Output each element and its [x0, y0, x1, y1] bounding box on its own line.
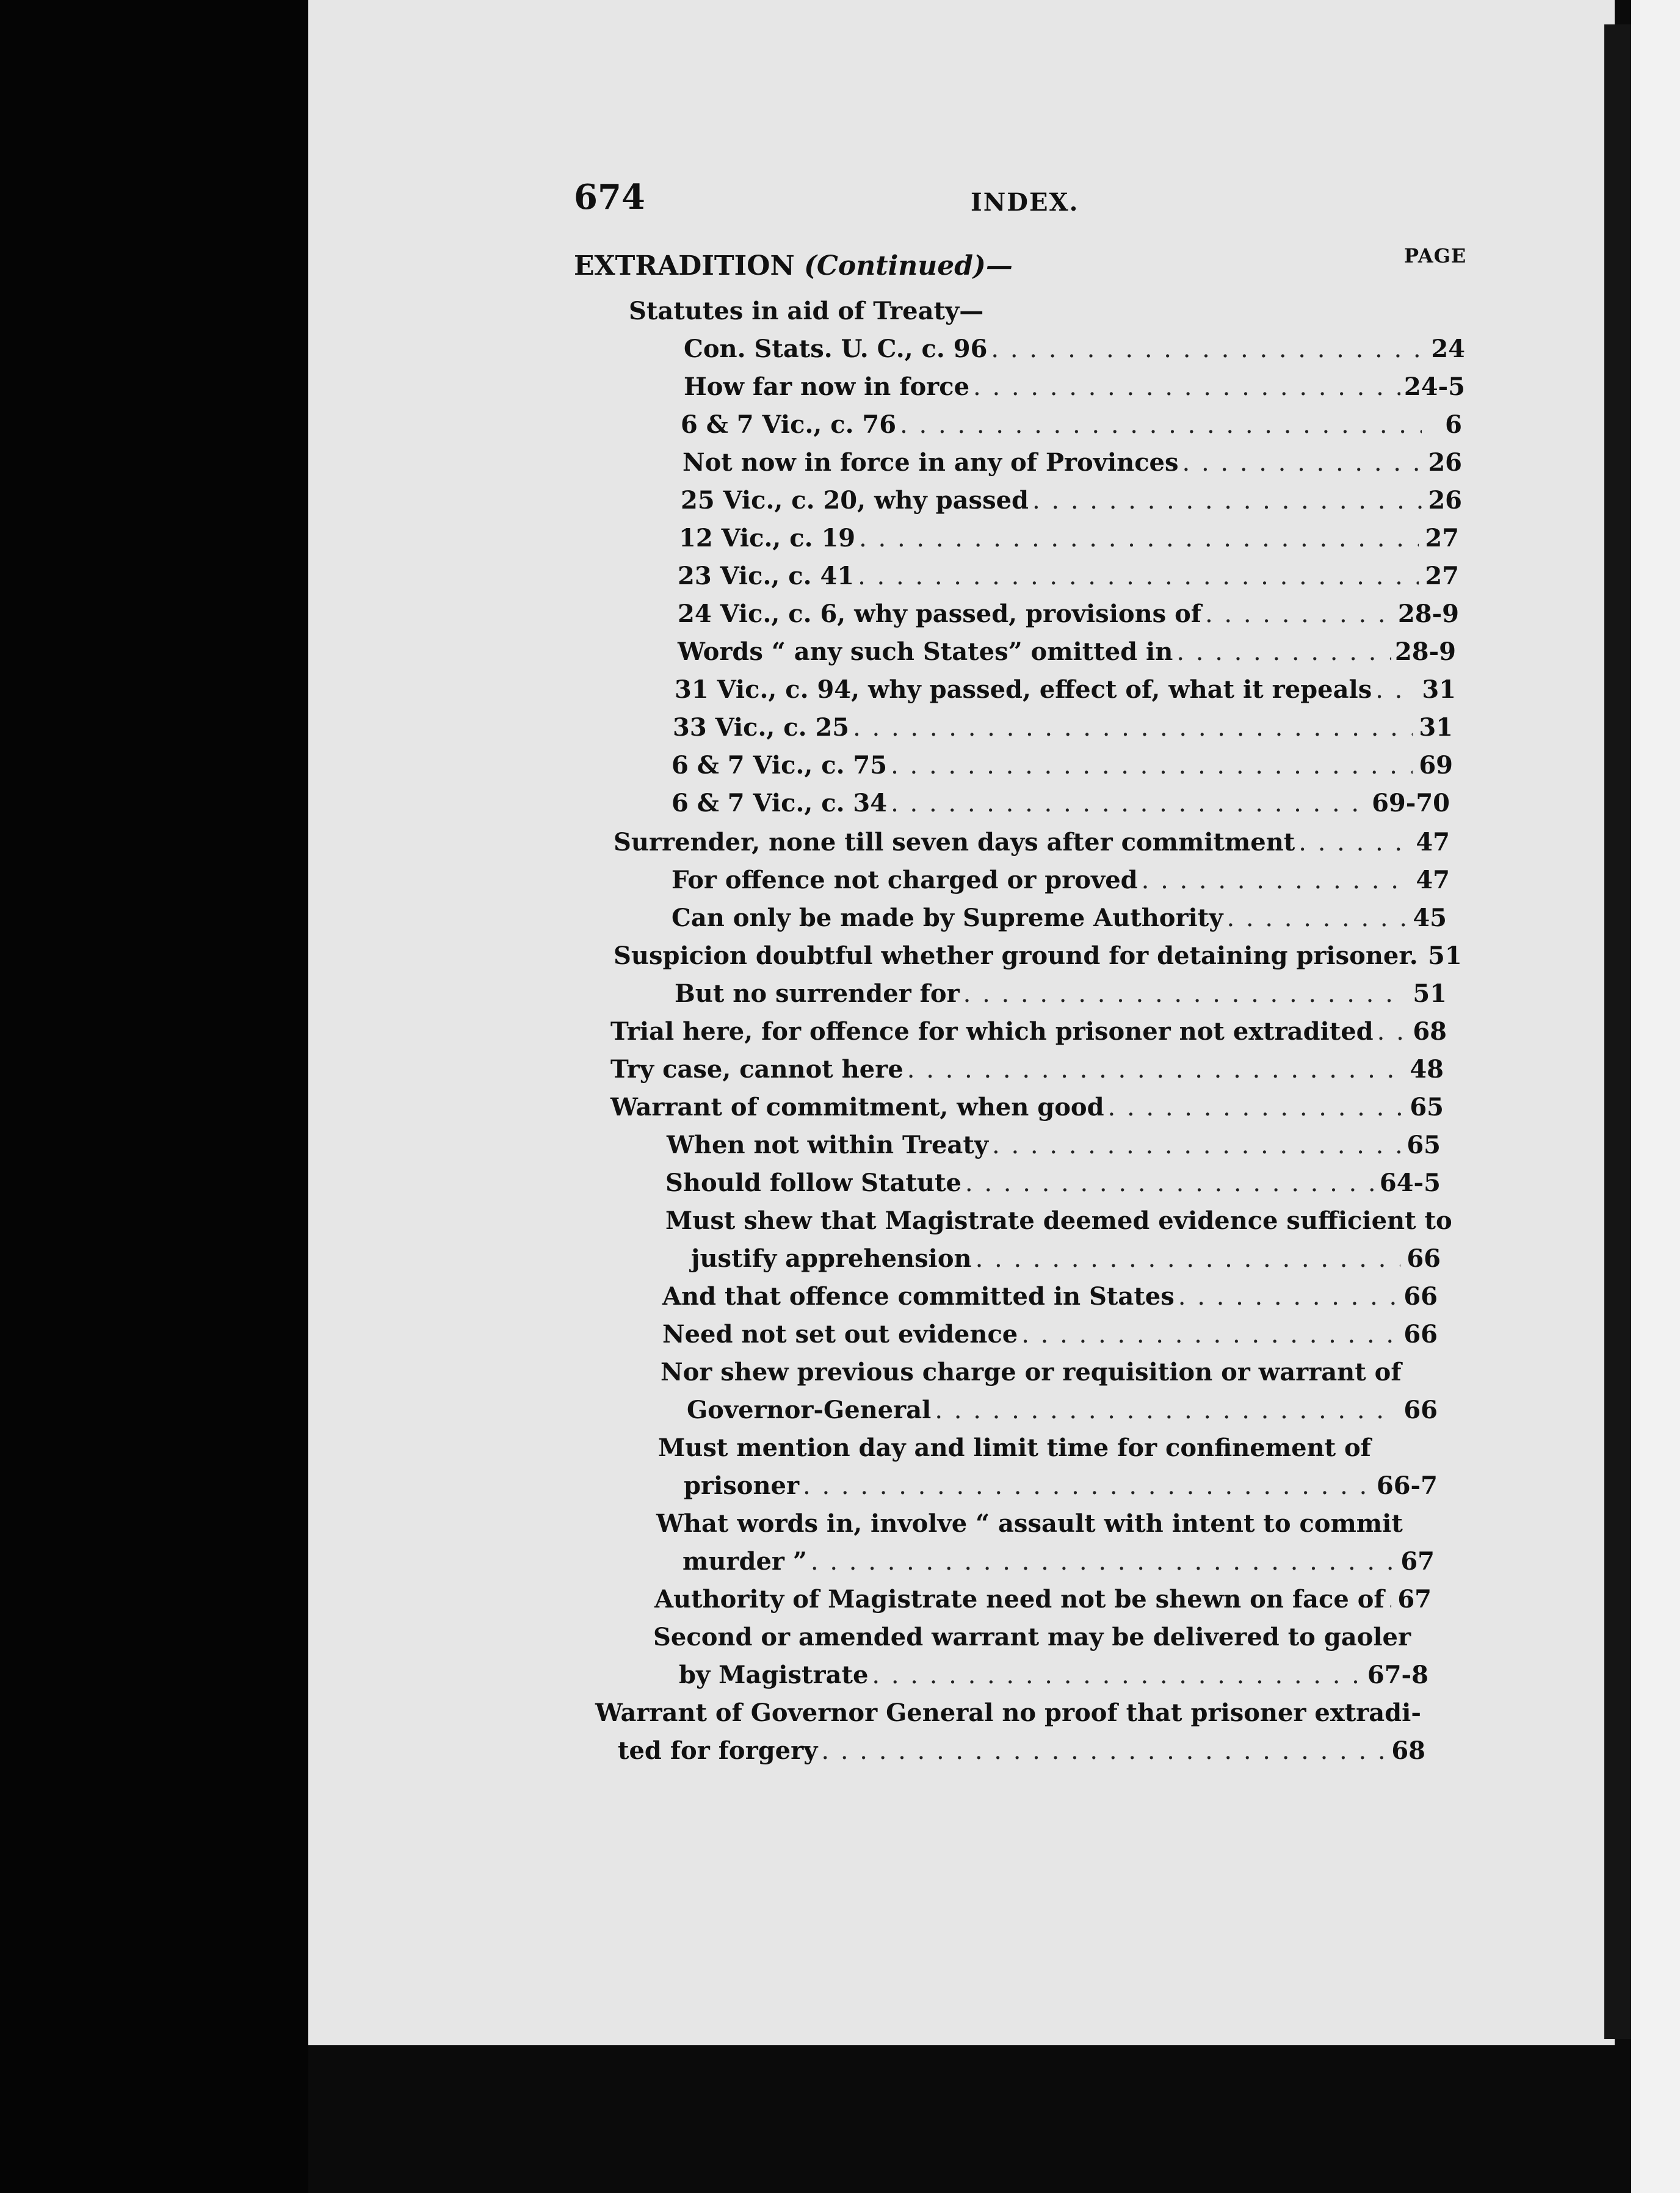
index-line-text: 25 Vic., c. 20, why passed — [681, 486, 1029, 515]
index-line-text: 24 Vic., c. 6, why passed, provisions of — [678, 600, 1201, 628]
index-line — [681, 482, 1462, 519]
dot-leader — [853, 709, 1413, 746]
index-line — [684, 331, 1465, 368]
index-line-text: When not within Treaty — [667, 1131, 989, 1159]
index-line-text: Not now in force in any of Provinces — [682, 448, 1179, 477]
dot-leader — [1205, 596, 1394, 633]
page-reference: 67 — [1397, 1585, 1432, 1614]
dot-leader — [1182, 444, 1422, 481]
dot-leader — [1377, 1013, 1407, 1050]
dot-leader — [821, 1733, 1385, 1769]
index-line-text: 6 & 7 Vic., c. 34 — [672, 789, 888, 817]
page-reference: 66 — [1403, 1320, 1438, 1349]
index-line-text: 33 Vic., c. 25 — [673, 713, 850, 742]
page-reference: 69 — [1419, 751, 1453, 780]
index-line-text: Statutes in aid of Treaty— — [629, 297, 984, 325]
index-line — [682, 444, 1462, 481]
dot-leader — [891, 785, 1368, 822]
index-line-text: 6 & 7 Vic., c. 75 — [672, 751, 888, 780]
page-reference: 28-9 — [1397, 600, 1459, 628]
dot-leader — [935, 1392, 1397, 1429]
index-line — [661, 1354, 1402, 1391]
dot-leader — [1375, 672, 1416, 708]
page-reference: 27 — [1425, 562, 1459, 590]
page-reference: 51 — [1413, 979, 1447, 1008]
index-line-text: Governor-General — [687, 1396, 932, 1424]
page-reference: 64-5 — [1379, 1169, 1441, 1197]
dot-leader — [872, 1657, 1363, 1694]
index-line-text: Suspicion doubtful whether ground for detaining prisoner. — [614, 941, 1418, 970]
index-line-text: Need not set out evidence — [662, 1320, 1018, 1349]
index-line-text: murder ” — [682, 1547, 807, 1576]
index-line-text: For offence not charged or proved — [672, 866, 1138, 894]
index-line-text: Warrant of commitment, when good — [610, 1093, 1104, 1122]
index-line — [679, 520, 1459, 557]
index-line-text: 31 Vic., c. 94, why passed, effect of, what it repeals — [675, 675, 1372, 704]
index-line — [654, 1581, 1432, 1618]
index-line — [629, 293, 984, 330]
index-line-text: Authority of Magistrate need not be shewn on face of — [654, 1585, 1385, 1614]
dot-leader — [1108, 1089, 1403, 1126]
dot-leader — [1176, 634, 1391, 670]
index-line — [610, 1089, 1444, 1126]
dot-leader — [965, 1165, 1376, 1202]
index-line-text: Try case, cannot here — [610, 1055, 903, 1084]
index-line — [684, 1468, 1438, 1504]
index-line — [679, 1657, 1428, 1694]
dot-leader — [907, 1051, 1403, 1088]
page-column-label: PAGE — [1404, 244, 1467, 267]
page-reference: 66 — [1403, 1396, 1438, 1424]
dot-leader — [1388, 1581, 1391, 1618]
index-line-text: 12 Vic., c. 19 — [679, 524, 856, 553]
index-line-text: Trial here, for offence for which prisoner not extradited — [610, 1017, 1374, 1046]
index-line — [614, 938, 1462, 974]
index-line — [618, 1733, 1425, 1769]
dot-leader — [1298, 824, 1410, 861]
dot-leader — [811, 1543, 1394, 1580]
page-reference: 67 — [1400, 1547, 1435, 1576]
index-line — [672, 747, 1453, 784]
page-reference: 6 — [1445, 410, 1462, 439]
dot-leader — [1178, 1278, 1397, 1315]
dot-leader — [992, 1127, 1400, 1164]
dot-leader — [858, 558, 1419, 595]
dot-leader — [803, 1468, 1373, 1504]
page-reference: 66 — [1407, 1244, 1441, 1273]
dot-leader — [1226, 900, 1407, 937]
adjacent-page-edge — [1631, 0, 1680, 2193]
index-line-text: 23 Vic., c. 41 — [678, 562, 855, 590]
page-reference: 68 — [1413, 1017, 1447, 1046]
page-reference: 51 — [1428, 941, 1462, 970]
index-line-text: justify apprehension — [691, 1244, 972, 1273]
index-line-text: ted for forgery — [618, 1736, 818, 1765]
page-reference: 47 — [1416, 866, 1450, 894]
entry-heading-continued: (Continued)— — [804, 250, 1013, 281]
dot-leader — [973, 369, 1400, 405]
dot-leader — [1021, 1316, 1397, 1353]
index-line-text: Must mention day and limit time for confinement of — [658, 1434, 1371, 1462]
index-line-text: Warrant of Governor General no proof that prisoner extradi- — [595, 1698, 1421, 1727]
page-reference: 31 — [1419, 713, 1453, 742]
page-reference: 66 — [1403, 1282, 1438, 1311]
page-reference: 65 — [1407, 1131, 1441, 1159]
index-line — [675, 976, 1447, 1012]
index-line — [667, 1127, 1441, 1164]
index-line — [672, 900, 1447, 937]
dot-leader — [859, 520, 1419, 557]
index-line-text: Nor shew previous charge or requisition or warrant of — [661, 1358, 1402, 1386]
index-line — [678, 558, 1459, 595]
index-line — [614, 824, 1450, 861]
index-line — [673, 709, 1453, 746]
page-reference: 69-70 — [1372, 789, 1450, 817]
page-reference: 24 — [1431, 335, 1465, 363]
index-line-text: Con. Stats. U. C., c. 96 — [684, 335, 988, 363]
running-head: INDEX. — [971, 188, 1079, 217]
entry-heading — [574, 250, 1013, 281]
index-line-text: Should follow Statute — [665, 1169, 961, 1197]
dot-leader — [1142, 862, 1410, 899]
index-line — [653, 1619, 1411, 1656]
page-reference: 28-9 — [1394, 637, 1456, 666]
dot-leader — [1032, 482, 1422, 519]
entry-heading-title: EXTRADITION — [574, 250, 795, 281]
index-line — [662, 1316, 1438, 1353]
scan-border-right — [1604, 24, 1631, 2039]
index-line — [672, 862, 1450, 899]
index-line-text: And that offence committed in States — [662, 1282, 1175, 1311]
dot-leader — [900, 407, 1422, 443]
index-line — [672, 785, 1450, 822]
index-line — [681, 407, 1462, 443]
index-line — [658, 1430, 1377, 1466]
index-line-text: What words in, involve “ assault with intent to commit — [656, 1509, 1403, 1538]
index-line — [678, 634, 1456, 670]
index-line — [691, 1241, 1441, 1277]
index-line — [662, 1278, 1438, 1315]
dot-leader — [991, 331, 1425, 368]
index-line — [675, 672, 1456, 708]
index-line — [610, 1013, 1447, 1050]
dot-leader — [891, 747, 1413, 784]
index-line — [665, 1203, 1452, 1239]
page-reference: 26 — [1428, 448, 1462, 477]
page-reference: 66-7 — [1376, 1471, 1438, 1500]
index-line-text: Words “ any such States” omitted in — [678, 637, 1173, 666]
index-line — [595, 1695, 1421, 1731]
scan-border-left — [0, 0, 308, 2193]
index-line-text: Second or amended warrant may be delivered to gaoler — [653, 1623, 1411, 1651]
index-line-text: Can only be made by Supreme Authority — [672, 904, 1223, 932]
page-reference: 47 — [1416, 828, 1450, 857]
index-line — [682, 1543, 1435, 1580]
dot-leader — [963, 976, 1407, 1012]
index-line — [610, 1051, 1444, 1088]
page-reference: 45 — [1413, 904, 1447, 932]
index-line-text: But no surrender for — [675, 979, 960, 1008]
page-reference: 68 — [1391, 1736, 1425, 1765]
page-reference: 48 — [1410, 1055, 1444, 1084]
page-number: 674 — [574, 177, 645, 217]
page-reference: 27 — [1425, 524, 1459, 553]
dot-leader — [976, 1241, 1400, 1277]
index-line-text: prisoner — [684, 1471, 800, 1500]
index-line — [665, 1165, 1441, 1202]
page-reference: 31 — [1422, 675, 1456, 704]
index-line — [687, 1392, 1438, 1429]
index-line — [656, 1506, 1403, 1542]
index-line-text: Surrender, none till seven days after commitment — [614, 828, 1295, 857]
page-reference: 26 — [1428, 486, 1462, 515]
index-line-text: Must shew that Magistrate deemed evidence sufficient to — [665, 1206, 1452, 1235]
index-line — [678, 596, 1459, 633]
index-line-text: by Magistrate — [679, 1661, 869, 1689]
page-reference: 67-8 — [1367, 1661, 1428, 1689]
page-reference: 65 — [1410, 1093, 1444, 1122]
index-line-text: How far now in force — [684, 372, 970, 401]
page-reference: 24-5 — [1403, 372, 1465, 401]
index-line — [684, 369, 1465, 405]
index-line-text: 6 & 7 Vic., c. 76 — [681, 410, 897, 439]
